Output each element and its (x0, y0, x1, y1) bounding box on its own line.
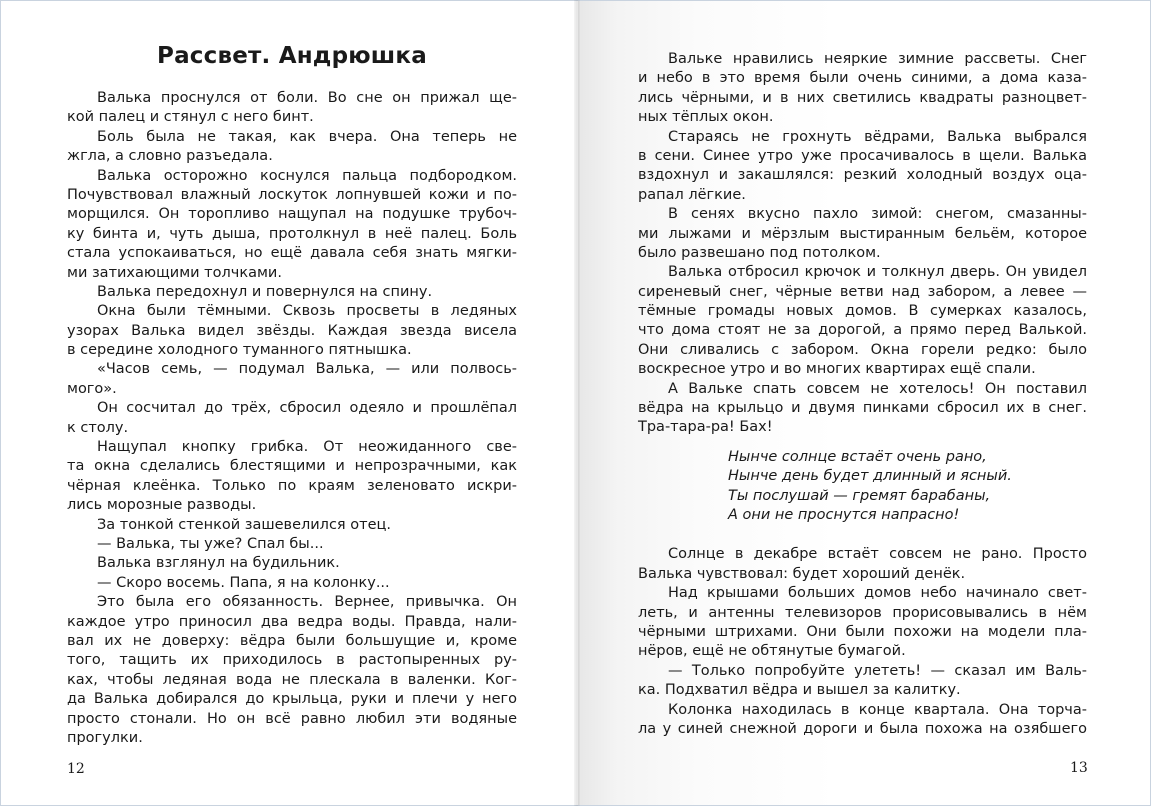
text-line: Стараясь не грохнуть вёдрами, Валька выбрался (668, 128, 1087, 145)
text-line: прогулки. (67, 729, 143, 746)
right-text-bottom (638, 545, 1087, 739)
text-line: просто стонали. Но он всё равно любил эти водяные (67, 710, 517, 727)
text-line: мого». (67, 380, 117, 397)
text-line: — Валька, ты уже? Спал бы... (97, 535, 324, 552)
text-line: Над крышами больших домов небо начинало свет- (668, 585, 1087, 602)
text-line: ла у синей снежной дороги и была похожа на озябшего (638, 720, 1087, 737)
text-line: того, тащить их приходилось в растопыренных ру- (67, 652, 517, 669)
text-line: вздохнул и закашлялся: резкий холодный воздух оца- (638, 167, 1087, 184)
text-line: Боль была не такая, как вчера. Она теперь не (97, 128, 517, 145)
text-line: ми затихающими толчками. (67, 264, 282, 281)
text-line: леть, и антенны телевизоров прорисовывались в нём (638, 604, 1087, 621)
text-line: та окна сделались блестящими и непрозрачными, как (67, 458, 517, 475)
text-line: кой палец и стянул с него бинт. (67, 109, 314, 126)
text-line: рапал лёгкие. (638, 186, 746, 203)
text-line: в середине холодного туманного пятнышка. (67, 342, 412, 359)
text-line: воскресное утро и во многих квартирах ещё спали. (638, 361, 1036, 378)
text-line: да Валька добирался до крыльца, руки и плечи у него (67, 691, 517, 708)
text-line: Солнце в декабре встаёт совсем не рано. Просто (668, 546, 1087, 563)
page-number-left: 12 (67, 761, 85, 777)
text-line: сиреневый снег, чёрные ветви над забором, а левее — (638, 283, 1087, 300)
text-line: Окна были тёмными. Сквозь просветы в ледяных (97, 303, 517, 320)
text-line: За тонкой стенкой зашевелился отец. (97, 516, 391, 533)
right-text-top (638, 50, 1087, 438)
text-line: и небо в это время были очень синими, а дома каза- (638, 70, 1087, 87)
text-line: Тра-тара-ра! Бах! (638, 419, 773, 436)
text-line: ках, чтобы ледяная вода не плескала в валенки. Ког- (67, 671, 517, 688)
text-line: лись морозные разводы. (67, 497, 257, 514)
text-line: ку бинта и, чуть дыша, протолкнул в неё палец. Боль (67, 225, 517, 242)
page-number-right: 13 (1070, 760, 1088, 776)
text-line: к столу. (67, 419, 129, 436)
text-line: чёрная клеёнка. Только по краям зеленовато искри- (67, 477, 517, 494)
text-line: чёрными штрихами. Они были похожи на модели пла- (638, 623, 1087, 640)
text-line: нёров, ещё не обтянутые бумагой. (638, 643, 906, 660)
text-line: Он сосчитал до трёх, сбросил одеяло и прошлёпал (97, 400, 517, 417)
text-line: «Часов семь, — подумал Валька, — или полвось- (97, 361, 517, 378)
book-gutter (574, 0, 580, 806)
chapter-title: Рассвет. Андрюшка (157, 43, 427, 69)
poem-line: Нынче солнце встаёт очень рано, (728, 448, 987, 465)
text-line: в сени. Синее утро уже просачивалось в щели. Валька (638, 147, 1087, 164)
poem-line: Ты послушай — гремят барабаны, (728, 487, 991, 504)
poem-stanza (638, 448, 1087, 526)
text-line: ми лыжами и мёрзлым выстиранным бельём, которое (638, 225, 1087, 242)
text-line: В сенях вкусно пахло зимой: снегом, смазанны- (668, 206, 1087, 223)
text-line: Валька передохнул и повернулся на спину. (97, 283, 433, 300)
text-line: ка. Подхватил вёдра и вышел за калитку. (638, 682, 961, 699)
text-line: что дома стоят не за дорогой, а прямо перед Валькой. (638, 322, 1087, 339)
text-line: Почувствовал влажный лоскуток лопнувшей кожи и по- (67, 186, 517, 203)
text-line: ных тёплых окон. (638, 109, 774, 126)
text-line: Нащупал кнопку грибка. От неожиданного све- (97, 439, 517, 456)
left-page-text (67, 89, 517, 748)
poem-line: Нынче день будет длинный и ясный. (728, 468, 1012, 485)
text-line: Вальке нравились неяркие зимние рассветы. Снег (668, 51, 1087, 67)
text-line: тёмные громады новых домов. В сумерках казалось, (638, 303, 1087, 320)
text-line: Валька проснулся от боли. Во сне он прижал ще- (97, 90, 517, 106)
text-line: Это была его обязанность. Вернее, привычка. Он (97, 594, 517, 611)
text-line: Они сливались с забором. Окна горели редко: было (638, 341, 1087, 358)
text-line: каждое утро приносил два ведра воды. Правда, нали- (67, 613, 517, 630)
text-line: узорах Валька видел звёзды. Каждая звезда висела (67, 322, 517, 339)
text-line: Валька осторожно коснулся пальца подбородком. (97, 167, 517, 184)
text-line: — Только попробуйте улететь! — сказал им Валь- (668, 662, 1087, 679)
text-line: морщился. Он торопливо нащупал на подушке трубоч- (67, 206, 517, 223)
text-line: Валька чувствовал: будет хороший денёк. (638, 565, 966, 582)
text-line: было развешано под потолком. (638, 244, 881, 261)
text-line: вёдра на крыльцо и двумя пинками сбросил их в снег. (638, 400, 1087, 417)
text-line: Валька отбросил крючок и толкнул дверь. Он увидел (668, 264, 1087, 281)
text-line: стала успокаиваться, но ещё давала себя знать мягки- (67, 245, 517, 262)
text-line: жгла, а словно разъедала. (67, 148, 273, 165)
text-line: — Скоро восемь. Папа, я на колонку... (97, 574, 390, 591)
text-line: Колонка находилась в конце квартала. Она торча- (668, 701, 1087, 718)
text-line: Валька взглянул на будильник. (97, 555, 340, 572)
poem-line: А они не проснутся напрасно! (728, 506, 960, 523)
right-page-text (638, 50, 1087, 739)
text-line: вал их не доверху: вёдра были большущие и, кроме (67, 632, 517, 649)
text-line: лись чёрными, и в них светились квадраты разноцвет- (638, 89, 1087, 106)
text-line: А Вальке спать совсем не хотелось! Он поставил (668, 380, 1087, 397)
